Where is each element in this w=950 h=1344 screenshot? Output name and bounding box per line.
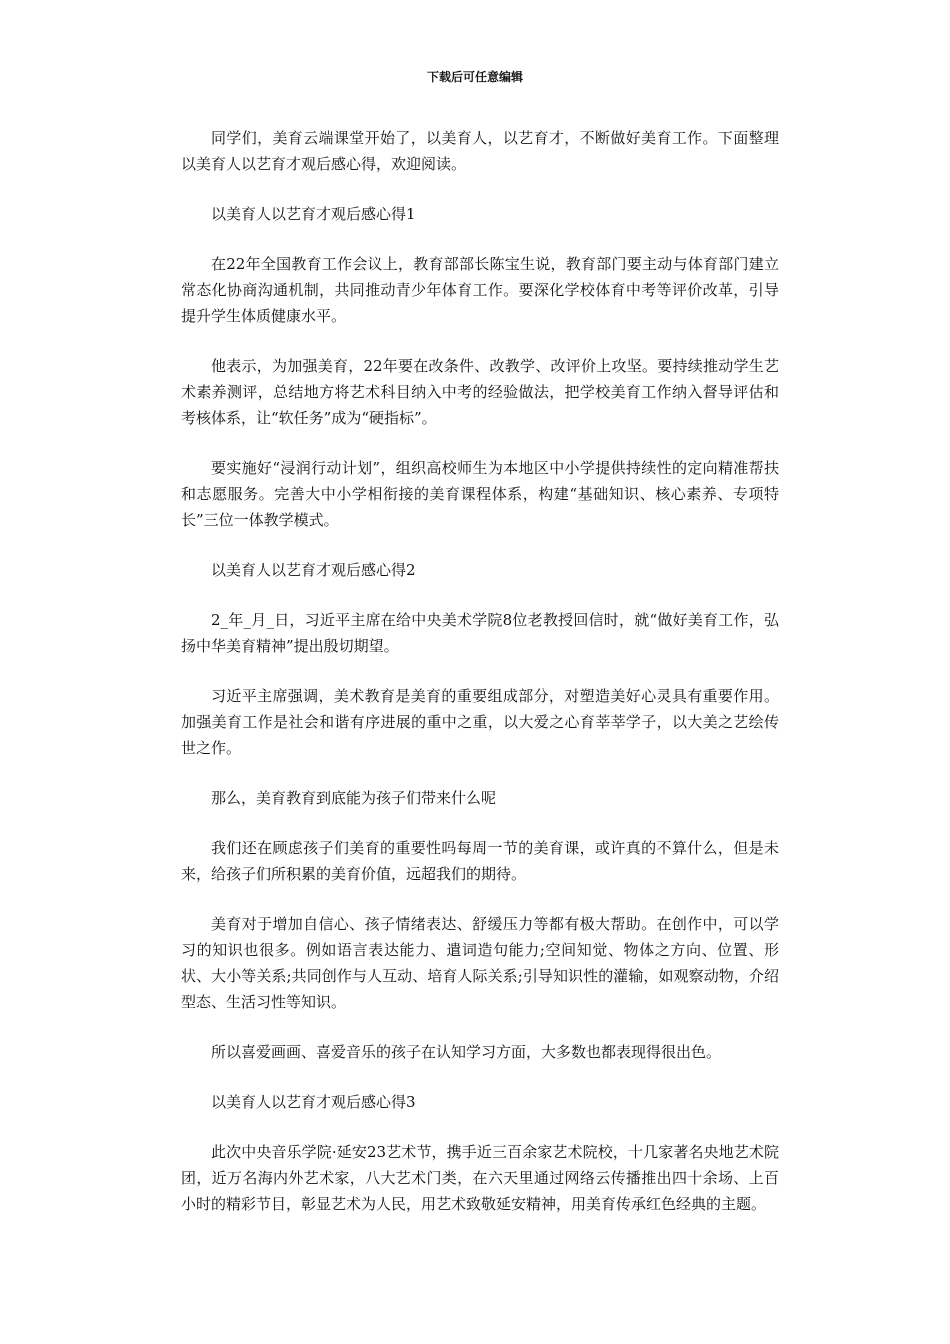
section-heading-2: 以美育人以艺育才观后感心得2 [211, 561, 416, 579]
paragraph: 2_年_月_日，习近平主席在给中央美术学院8位老教授回信时，就“做好美育工作，弘扬中华美育精神”提出殷切期望。 [181, 611, 779, 655]
paragraph: 我们还在顾虑孩子们美育的重要性吗每周一节的美育课，或许真的不算什么，但是未来，给孩子们所积累的美育价值，远超我们的期待。 [181, 839, 779, 883]
paragraph: 那么，美育教育到底能为孩子们带来什么呢 [211, 789, 497, 807]
paragraph: 他表示，为加强美育，22年要在改条件、改教学、改评价上攻坚。要持续推动学生艺术素养测评，总结地方将艺术科目纳入中考的经验做法，把学校美育工作纳入督导评估和考核体系，让“软任务”成为“硬指标”。 [181, 357, 779, 427]
paragraph: 此次中央音乐学院·延安23艺术节，携手近三百余家艺术院校，十几家著名央地艺术院团，近万名海内外艺术家，八大艺术门类，在六天里通过网络云传播推出四十余场、上百小时的精彩节目，彰显艺术为人民，用艺术致敬延安精神，用美育传承红色经典的主题。 [181, 1143, 779, 1213]
intro-paragraph: 同学们，美育云端课堂开始了，以美育人，以艺育才，不断做好美育工作。下面整理以美育人以艺育才观后感心得，欢迎阅读。 [181, 129, 779, 173]
paragraph: 要实施好“浸润行动计划”，组织高校师生为本地区中小学提供持续性的定向精准帮扶和志愿服务。完善大中小学相衔接的美育课程体系，构建“基础知识、核心素养、专项特长”三位一体教学模式。 [181, 459, 779, 529]
section-heading-3: 以美育人以艺育才观后感心得3 [211, 1093, 416, 1111]
paragraph: 美育对于增加自信心、孩子情绪表达、舒缓压力等都有极大帮助。在创作中，可以学习的知识也很多。例如语言表达能力、遣词造句能力;空间知觉、物体之方向、位置、形状、大小等关系;共同创作与人互动、培育人际关系;引导知识性的灌输，如观察动物，介绍型态、生活习性等知识。 [181, 915, 779, 1011]
editable-download-note: 下载后可任意编辑 [426, 70, 523, 84]
document-body [181, 125, 779, 1241]
paragraph: 习近平主席强调，美术教育是美育的重要组成部分，对塑造美好心灵具有重要作用。加强美育工作是社会和谐有序进展的重中之重，以大爱之心育莘莘学子，以大美之艺绘传世之作。 [181, 687, 779, 757]
paragraph: 在22年全国教育工作会议上，教育部部长陈宝生说，教育部门要主动与体育部门建立常态化协商沟通机制，共同推动青少年体育工作。要深化学校体育中考等评价改革，引导提升学生体质健康水平。 [181, 255, 779, 325]
section-heading-1: 以美育人以艺育才观后感心得1 [211, 205, 416, 223]
paragraph: 所以喜爱画画、喜爱音乐的孩子在认知学习方面，大多数也都表现得很出色。 [211, 1043, 722, 1061]
